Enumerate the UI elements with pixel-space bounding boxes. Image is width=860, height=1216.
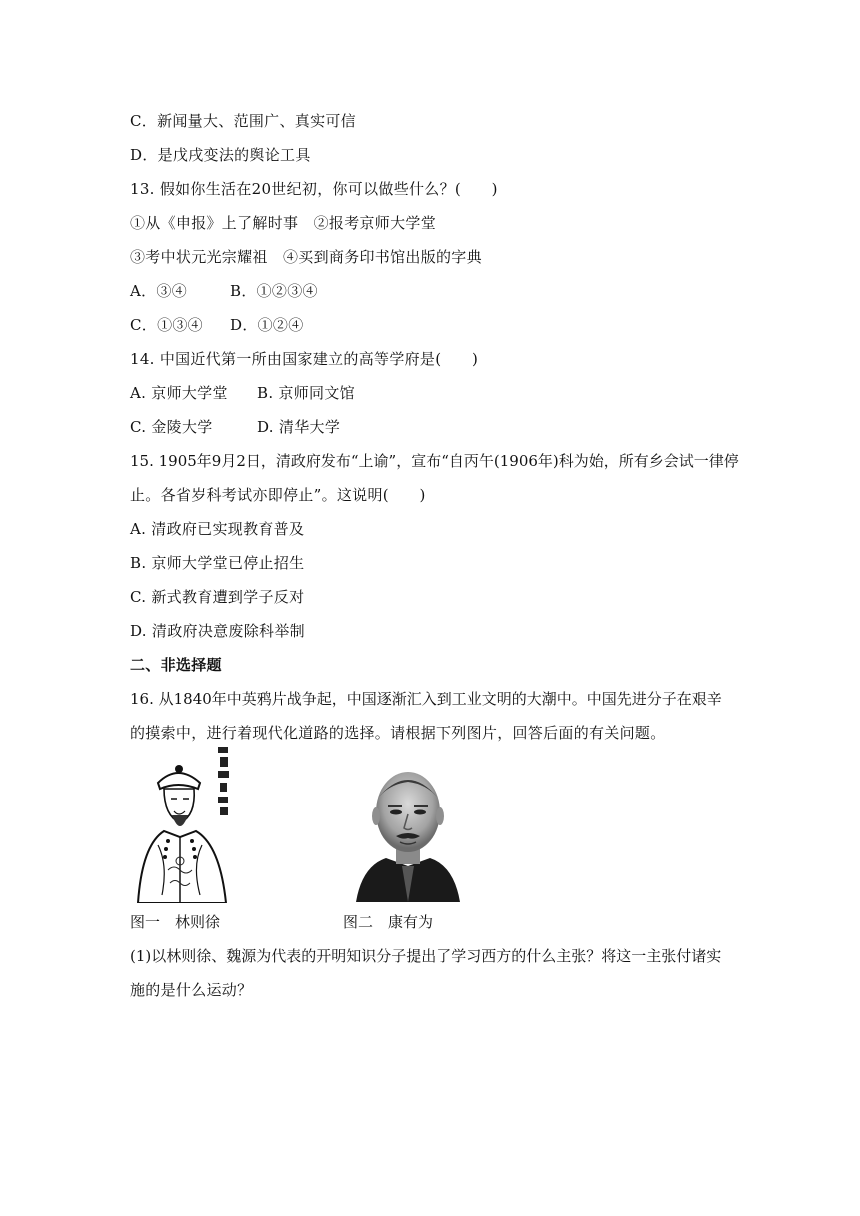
q14-option-c: C. 金陵大学 <box>130 418 213 436</box>
q13-option-c: C．①③④ <box>130 316 203 334</box>
portrait-kang-youwei <box>356 762 460 902</box>
question-15-line-2: 止。各省岁科考试亦即停止”。这说明( ) <box>130 486 426 504</box>
question-16-line-1: 16. 从1840年中英鸦片战争起，中国逐渐汇入到工业文明的大潮中。中国先进分子在艰辛 <box>130 690 722 708</box>
q13-statement-2: ③考中状元光宗耀祖 ④买到商务印书馆出版的字典 <box>130 248 482 266</box>
q13-option-d: D．①②④ <box>230 316 304 334</box>
q14-option-a: A. 京师大学堂 <box>130 384 228 402</box>
q15-option-d: D. 清政府决意废除科举制 <box>130 622 305 640</box>
line-option-d: D．是戊戌变法的舆论工具 <box>130 146 311 164</box>
section-heading: 二、非选择题 <box>130 656 222 674</box>
q13-statement-1: ①从《申报》上了解时事 ②报考京师大学堂 <box>130 214 437 232</box>
portrait-lin-zexu <box>128 745 238 903</box>
q14-option-d: D. 清华大学 <box>257 418 341 436</box>
q15-option-b: B. 京师大学堂已停止招生 <box>130 554 305 572</box>
q13-option-b: B．①②③④ <box>230 282 318 300</box>
q14-option-b: B. 京师同文馆 <box>257 384 355 402</box>
question-16-sub-1-line-2: 施的是什么运动？ <box>130 981 253 999</box>
line-option-c: C．新闻量大、范围广、真实可信 <box>130 112 356 130</box>
question-14: 14. 中国近代第一所由国家建立的高等学府是( ) <box>130 350 479 368</box>
q14-options-row-2 <box>130 417 340 437</box>
question-16-line-2: 的摸索中，进行着现代化道路的选择。请根据下列图片，回答后面的有关问题。 <box>130 724 666 742</box>
q15-option-a: A. 清政府已实现教育普及 <box>130 520 305 538</box>
q15-option-c: C. 新式教育遭到学子反对 <box>130 588 305 606</box>
q14-options-row-1 <box>130 383 355 403</box>
question-13: 13. 假如你生活在20世纪初，你可以做些什么？( ) <box>130 180 498 198</box>
question-15-line-1: 15. 1905年9月2日，清政府发布“上谕”，宣布“自丙午(1906年)科为始，所有乡会试一律停 <box>130 452 739 470</box>
question-16-sub-1-line-1: (1)以林则徐、魏源为代表的开明知识分子提出了学习西方的什么主张？将这一主张付诸实 <box>130 947 722 965</box>
q13-options-row-1 <box>130 281 318 301</box>
figure-2-caption: 图二 康有为 <box>343 913 434 931</box>
q13-option-a: A．③④ <box>130 282 188 300</box>
q13-options-row-2 <box>130 315 304 335</box>
figure-1-caption: 图一 林则徐 <box>130 913 221 931</box>
